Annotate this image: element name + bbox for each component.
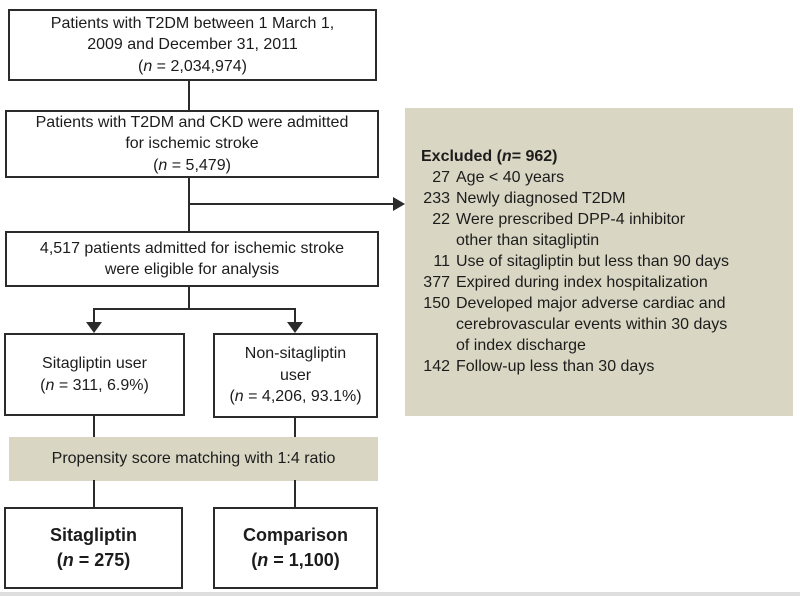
- box-eligible-analysis: [5, 231, 379, 287]
- excluded-item-line: of index discharge: [456, 337, 586, 354]
- arrowhead-down-right-icon: [287, 322, 303, 333]
- box-non-sitagliptin-line1: Non-sitagliptin: [244, 345, 347, 363]
- count-post: = 5,479): [167, 156, 231, 174]
- excluded-item-count: 150: [423, 295, 450, 312]
- excluded-item-text: [456, 272, 708, 293]
- box-sitagliptin-user: [4, 333, 185, 416]
- box-sitagliptin-matched: [4, 507, 183, 589]
- connector-box5-bar: [294, 417, 296, 438]
- connector-box3-split: [188, 286, 190, 309]
- excluded-item-text: [456, 356, 654, 377]
- excluded-heading-pre: Excluded (: [421, 148, 502, 165]
- excluded-item-count: 22: [432, 211, 450, 228]
- count-post: = 275): [73, 550, 131, 570]
- count-pre: (: [229, 388, 235, 406]
- connector-bar-box7: [294, 480, 296, 508]
- count-n: n: [143, 57, 153, 75]
- count-pre: (: [251, 550, 258, 570]
- box-t2dm-line2: 2009 and December 31, 2011: [87, 36, 298, 54]
- excluded-item-other-dpp4: [417, 209, 785, 251]
- split-horizontal-line: [93, 308, 296, 310]
- excluded-item-text: [456, 188, 626, 209]
- excluded-item-expired: [417, 272, 785, 293]
- box-t2dm-count: [138, 56, 247, 78]
- count-post: = 311, 6.9%): [54, 376, 149, 394]
- excluded-item-text: [456, 209, 685, 251]
- count-n: n: [158, 156, 168, 174]
- excluded-item-line: Newly diagnosed T2DM: [456, 190, 626, 207]
- box-sitagliptin-user-line1: Sitagliptin user: [42, 355, 147, 372]
- propensity-matching-label: Propensity score matching with 1:4 ratio: [51, 450, 336, 468]
- connector-bar-box6: [93, 480, 95, 508]
- excluded-item-short-use: [417, 251, 785, 272]
- count-post: = 1,100): [268, 550, 340, 570]
- count-pre: (: [153, 156, 159, 174]
- box-comparison-matched: [213, 507, 378, 589]
- excluded-item-count: 142: [423, 358, 450, 375]
- box-sitagliptin-final-line1: Sitagliptin: [50, 525, 137, 545]
- excluded-item-macce: [417, 293, 785, 356]
- excluded-item-line: Follow-up less than 30 days: [456, 358, 655, 375]
- excluded-item-line: other than sitagliptin: [456, 232, 600, 249]
- box-sitagliptin-final-count: [57, 548, 131, 573]
- box-ckd-line1: Patients with T2DM and CKD were admitted: [35, 113, 349, 131]
- excluded-item-text: [456, 293, 727, 356]
- excluded-item-line: Expired during index hospitalization: [456, 274, 708, 291]
- box-comparison-final-count: [251, 548, 340, 573]
- count-n: n: [234, 388, 244, 406]
- count-post: = 2,034,974): [152, 57, 247, 75]
- box-non-sitagliptin-line2: user: [279, 366, 312, 384]
- box-sitagliptin-user-count: [40, 375, 149, 397]
- box-eligible-line2: were eligible for analysis: [104, 261, 280, 278]
- excluded-item-line: Were prescribed DPP-4 inhibitor: [456, 211, 686, 228]
- excluded-heading-n: n: [501, 148, 512, 165]
- box-comparison-final-line1: Comparison: [242, 525, 348, 545]
- count-pre: (: [56, 550, 63, 570]
- excluded-item-age: [417, 167, 785, 188]
- box-eligible-line1: 4,517 patients admitted for ischemic stroke: [39, 239, 345, 257]
- arrowhead-down-left-icon: [86, 322, 102, 333]
- connector-to-excluded: [189, 203, 394, 205]
- excluded-item-line: Use of sitagliptin but less than 90 days: [456, 253, 730, 270]
- excluded-item-line: Developed major adverse cardiac and: [456, 295, 726, 312]
- count-n: n: [257, 550, 269, 570]
- count-post: = 4,206, 93.1%): [243, 388, 362, 406]
- excluded-item-count: 27: [432, 169, 450, 186]
- excluded-panel: [405, 108, 793, 416]
- count-n: n: [45, 376, 55, 394]
- box-ckd-count: [153, 155, 231, 177]
- arrowhead-right-icon: [393, 197, 405, 211]
- excluded-item-count: 11: [433, 253, 450, 270]
- count-pre: (: [138, 57, 144, 75]
- box-ckd-stroke-admitted: [5, 110, 379, 178]
- excluded-heading: [421, 146, 785, 167]
- connector-box1-box2: [188, 80, 190, 111]
- box-t2dm-population: [8, 9, 377, 81]
- box-t2dm-line1: Patients with T2DM between 1 March 1,: [50, 14, 335, 32]
- bottom-edge-line: [0, 592, 800, 596]
- excluded-item-count: 233: [423, 190, 450, 207]
- propensity-matching-bar: [9, 437, 378, 481]
- count-pre: (: [40, 376, 46, 394]
- box-ckd-line2: for ischemic stroke: [125, 135, 259, 153]
- connector-box4-bar: [93, 415, 95, 438]
- excluded-item-newly-diagnosed: [417, 188, 785, 209]
- box-non-sitagliptin-count: [229, 386, 361, 408]
- excluded-item-text: [456, 167, 564, 188]
- count-n: n: [62, 550, 74, 570]
- excluded-item-text: [456, 251, 729, 272]
- excluded-heading-post: = 962): [511, 148, 558, 165]
- excluded-item-line: cerebrovascular events within 30 days: [456, 316, 728, 333]
- excluded-item-line: Age < 40 years: [456, 169, 565, 186]
- box-non-sitagliptin-user: [213, 333, 378, 418]
- excluded-item-count: 377: [423, 274, 450, 291]
- excluded-item-short-followup: [417, 356, 785, 377]
